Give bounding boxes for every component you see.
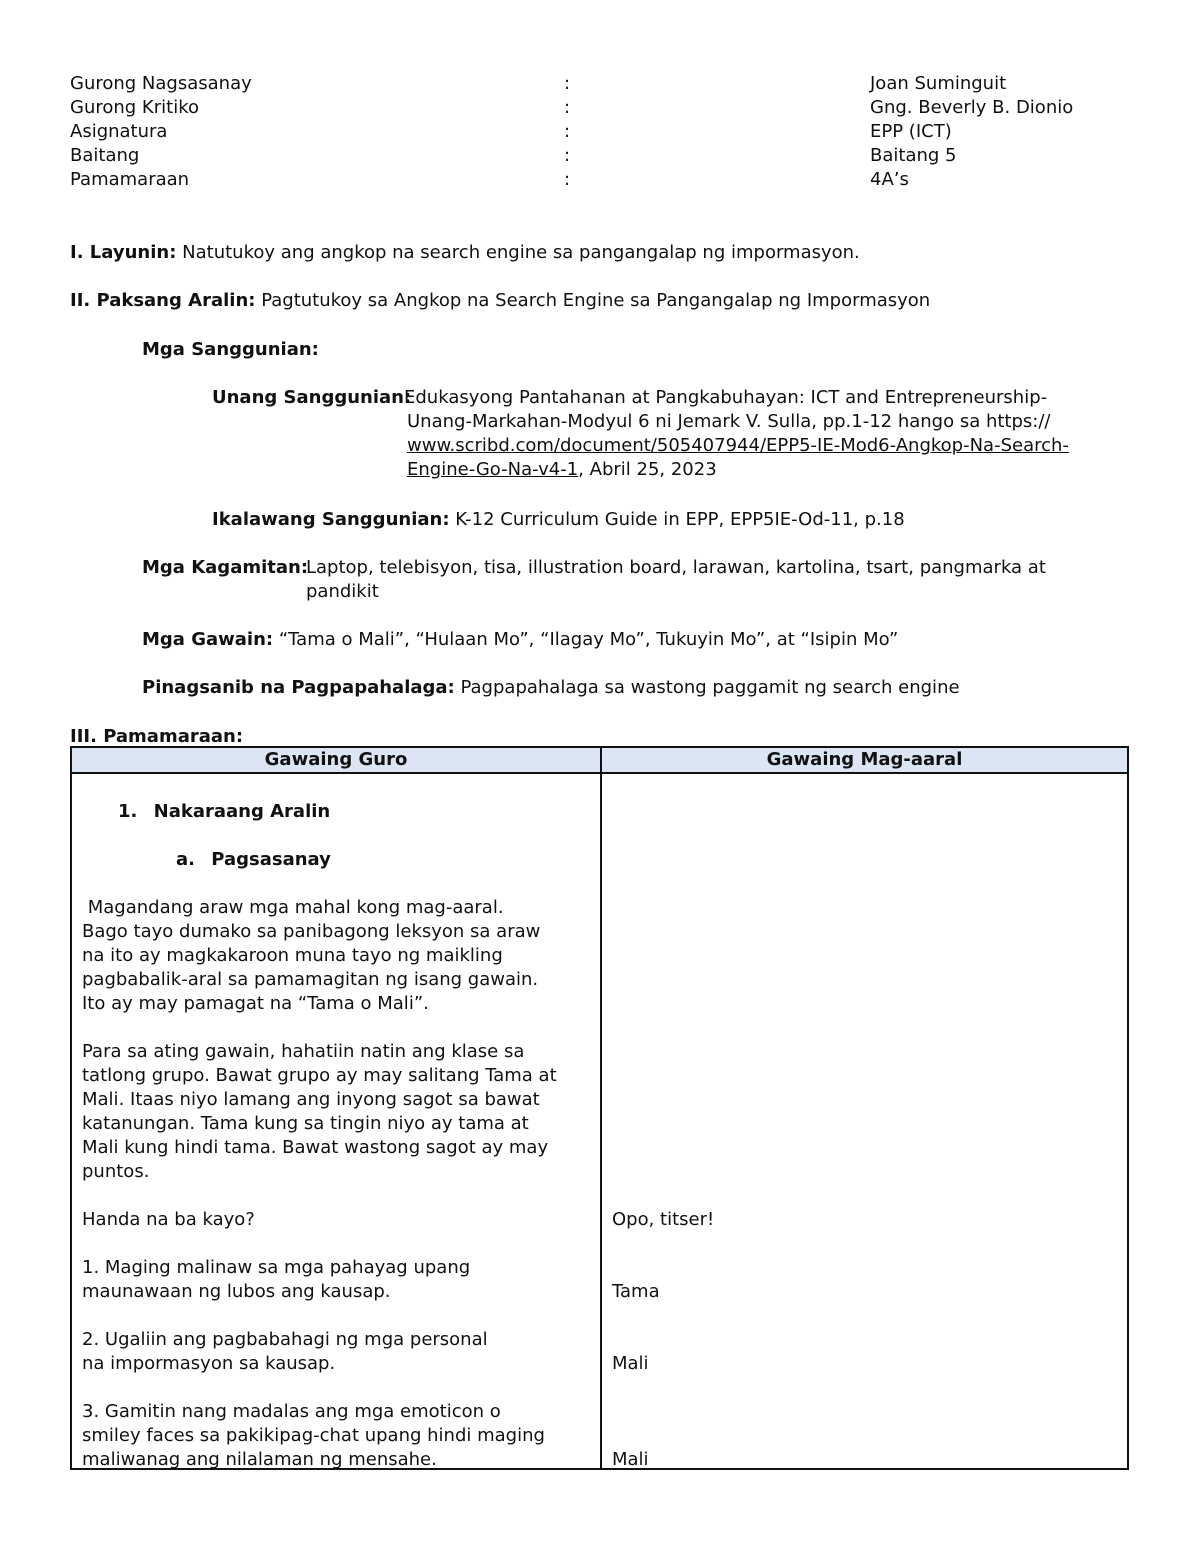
reference-link[interactable]: Engine-Go-Na-v4-1: [407, 459, 579, 480]
header-row: [70, 168, 1130, 192]
unang-sanggunian-text: [404, 386, 1124, 482]
header-row: [70, 120, 1130, 144]
gawaing-guro-cell: [71, 773, 601, 1469]
pagpapahalaga-text: Pagpapahalaga sa wastong paggamit ng search engine: [460, 677, 960, 698]
question-1: [82, 1256, 470, 1304]
item-title: Pagsasanay: [211, 849, 331, 870]
pagpapahalaga-section: [142, 676, 960, 700]
column-header-gawaing-guro: Gawaing Guro: [71, 747, 601, 773]
question-3: [82, 1400, 545, 1472]
question-line: maliwanag ang nilalaman ng mensahe.: [82, 1449, 437, 1470]
header-row: [70, 96, 1130, 120]
header-row: [70, 72, 1130, 96]
paksang-aralin-section: [70, 289, 930, 313]
table-header-row: [71, 747, 1128, 773]
header-value: EPP (ICT): [870, 121, 952, 142]
question-line: smiley faces sa pakikipag-chat upang hindi maging: [82, 1425, 545, 1446]
question-line: 3. Gamitin nang madalas ang mga emoticon o: [82, 1401, 501, 1422]
paragraph-line: Mali kung hindi tama. Bawat wastong sagot ay may: [82, 1137, 549, 1158]
header-label: Asignatura: [70, 121, 168, 142]
paragraph-intro: [82, 896, 540, 1016]
column-header-gawaing-magaaral: Gawaing Mag-aaral: [601, 747, 1128, 773]
header-row: [70, 144, 1130, 168]
paragraph-line: pagbabalik-aral sa pamamagitan ng isang gawain.: [82, 969, 539, 990]
item-number: 1.: [118, 801, 138, 822]
header-colon: :: [564, 97, 571, 118]
ikalawang-sanggunian: [212, 508, 905, 532]
pamamaraan-table: [70, 746, 1129, 1470]
header-colon: :: [564, 169, 571, 190]
question-2: [82, 1328, 488, 1376]
kagamitan-text: [306, 556, 1106, 604]
paragraph-line: katanungan. Tama kung sa tingin niyo ay tama at: [82, 1113, 529, 1134]
paksang-aralin-label: II. Paksang Aralin:: [70, 290, 256, 311]
unang-sanggunian-label: Unang Sanggunian:: [212, 387, 412, 408]
kagamitan-line: Laptop, telebisyon, tisa, illustration board, larawan, kartolina, tsart, pangmarka at: [306, 557, 1046, 578]
question-line: 2. Ugaliin ang pagbabahagi ng mga personal: [82, 1329, 488, 1350]
table-row: [71, 773, 1128, 1469]
answer-3: Mali: [612, 1449, 649, 1470]
sanggunian-heading: Mga Sanggunian:: [142, 339, 319, 360]
header-label: Gurong Nagsasanay: [70, 73, 252, 94]
header-value: Gng. Beverly B. Dionio: [870, 97, 1074, 118]
paragraph-line: Ito ay may pamagat na “Tama o Mali”.: [82, 993, 429, 1014]
gawain-text: “Tama o Mali”, “Hulaan Mo”, “Ilagay Mo”, Tukuyin Mo”, at “Isipin Mo”: [278, 629, 899, 650]
gawain-section: [142, 628, 898, 652]
paragraph-instructions: [82, 1040, 557, 1184]
header-colon: :: [564, 73, 571, 94]
paksang-aralin-text: Pagtutukoy sa Angkop na Search Engine sa Pangangalap ng Impormasyon: [261, 290, 931, 311]
header-value: Joan Suminguit: [870, 73, 1007, 94]
layunin-section: [70, 241, 860, 265]
header-value: Baitang 5: [870, 145, 957, 166]
question-line: na impormasyon sa kausap.: [82, 1353, 336, 1374]
reference-line: Unang-Markahan-Modyul 6 ni Jemark V. Sulla, pp.1-12 hango sa https://: [407, 411, 1051, 432]
item-title: Nakaraang Aralin: [153, 801, 331, 822]
reference-link[interactable]: www.scribd.com/document/505407944/EPP5-IE-Mod6-Angkop-Na-Search-: [407, 435, 1069, 456]
header-colon: :: [564, 145, 571, 166]
layunin-label: I. Layunin:: [70, 242, 177, 263]
kagamitan-line: pandikit: [306, 581, 379, 602]
header-colon: :: [564, 121, 571, 142]
reference-line: Edukasyong Pantahanan at Pangkabuhayan: ICT and Entrepreneurship-: [404, 387, 1048, 408]
ikalawang-sanggunian-text: K-12 Curriculum Guide in EPP, EPP5IE-Od-11, p.18: [455, 509, 905, 530]
item-1: [118, 800, 330, 824]
reference-date: , Abril 25, 2023: [578, 459, 717, 480]
paragraph-line: Magandang araw mga mahal kong mag-aaral.: [82, 897, 504, 918]
answer-handa: Opo, titser!: [612, 1209, 715, 1230]
header-label: Baitang: [70, 145, 140, 166]
question-line: 1. Maging malinaw sa mga pahayag upang: [82, 1257, 471, 1278]
paragraph-line: Bago tayo dumako sa panibagong leksyon sa araw: [82, 921, 541, 942]
question-line: maunawaan ng lubos ang kausap.: [82, 1281, 391, 1302]
handa-question: Handa na ba kayo?: [82, 1209, 255, 1230]
ikalawang-sanggunian-label: Ikalawang Sanggunian:: [212, 509, 450, 530]
pamamaraan-heading: III. Pamamaraan:: [70, 726, 244, 747]
item-a: [176, 848, 331, 872]
paragraph-line: puntos.: [82, 1161, 150, 1182]
pagpapahalaga-label: Pinagsanib na Pagpapahalaga:: [142, 677, 455, 698]
answer-1: Tama: [612, 1281, 660, 1302]
header-info: [70, 72, 1130, 192]
kagamitan-label: Mga Kagamitan:: [142, 557, 309, 578]
header-label: Pamamaraan: [70, 169, 190, 190]
item-letter: a.: [176, 849, 195, 870]
paragraph-line: Mali. Itaas niyo lamang ang inyong sagot sa bawat: [82, 1089, 540, 1110]
header-value: 4A’s: [870, 169, 909, 190]
header-label: Gurong Kritiko: [70, 97, 199, 118]
layunin-text: Natutukoy ang angkop na search engine sa pangangalap ng impormasyon.: [182, 242, 860, 263]
paragraph-line: Para sa ating gawain, hahatiin natin ang klase sa: [82, 1041, 525, 1062]
paragraph-line: tatlong grupo. Bawat grupo ay may salitang Tama at: [82, 1065, 557, 1086]
gawaing-magaaral-cell: [601, 773, 1128, 1469]
gawain-label: Mga Gawain:: [142, 629, 274, 650]
answer-2: Mali: [612, 1353, 649, 1374]
paragraph-line: na ito ay magkakaroon muna tayo ng maikling: [82, 945, 503, 966]
